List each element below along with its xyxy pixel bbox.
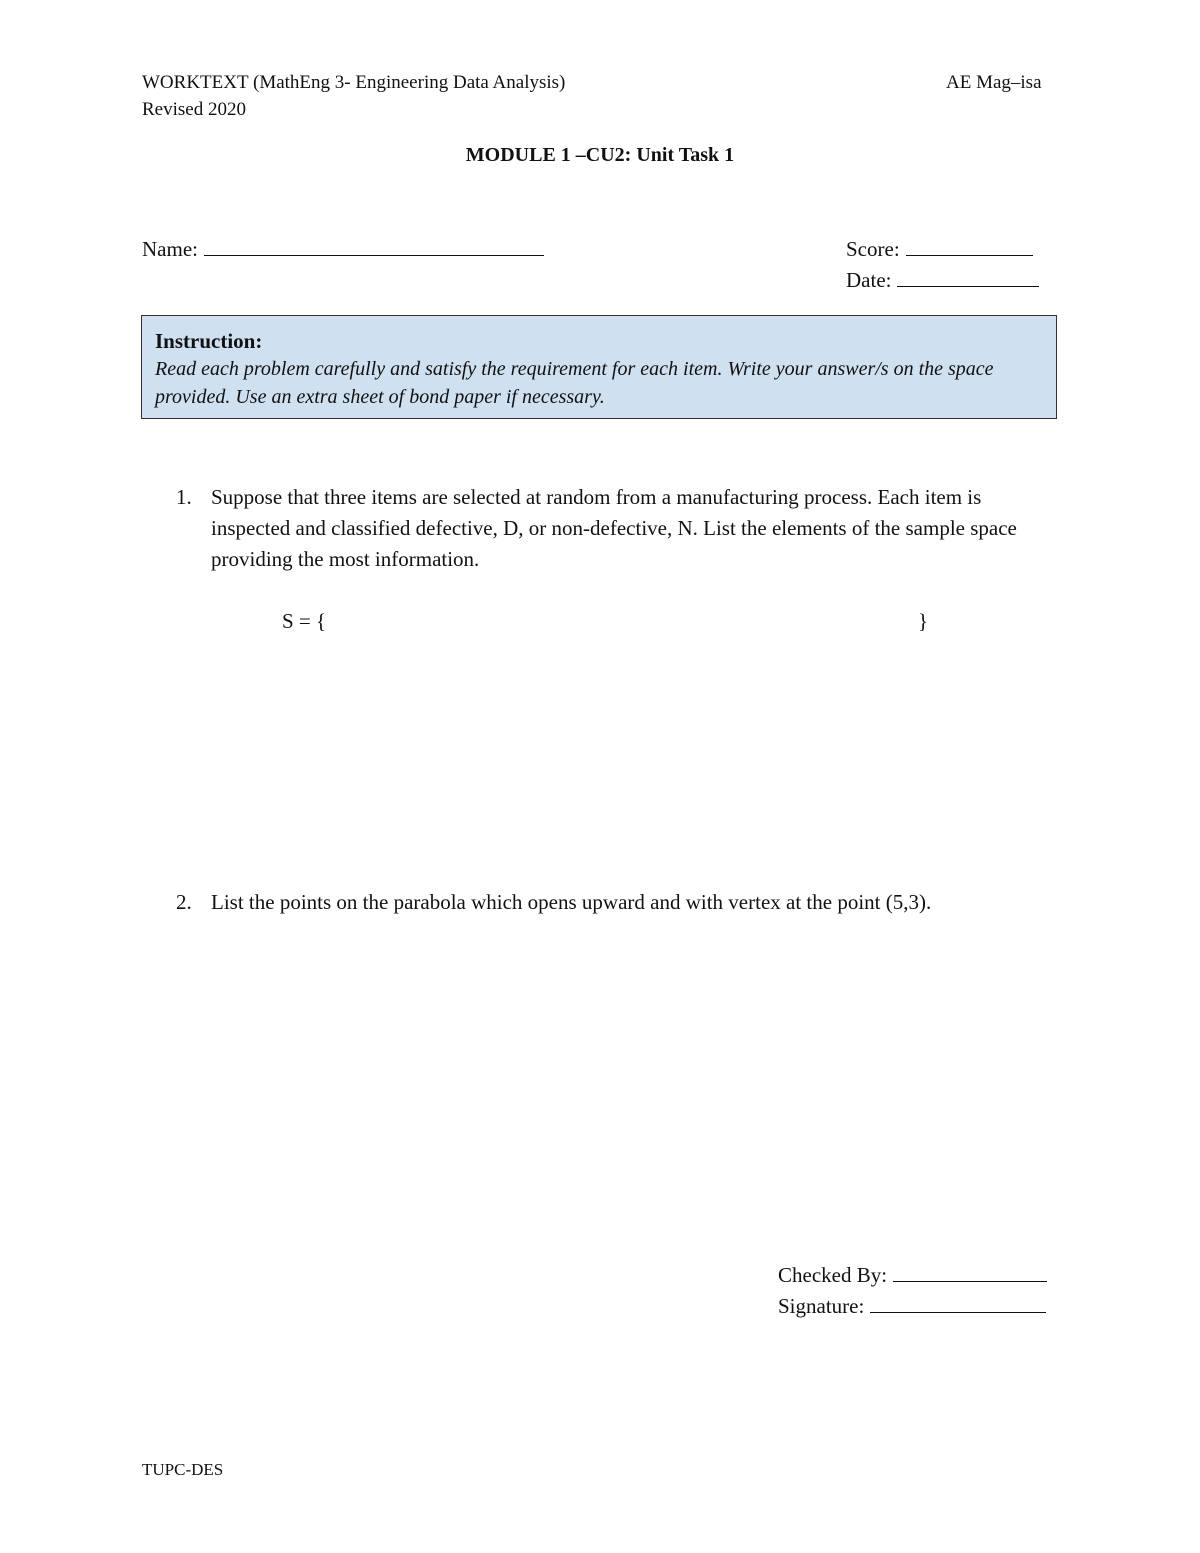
signature-label: Signature: — [778, 1294, 865, 1318]
question-2-number: 2. — [176, 890, 192, 914]
page-title: MODULE 1 –CU2: Unit Task 1 — [465, 144, 735, 166]
header-course-title: WORKTEXT (MathEng 3- Engineering Data Analysis) — [142, 72, 566, 93]
footer-text: TUPC-DES — [142, 1460, 224, 1479]
instruction-box — [141, 315, 1057, 419]
checked-by-field[interactable] — [778, 1263, 1047, 1288]
header-author: AE Mag–isa — [946, 72, 1042, 93]
name-field[interactable] — [142, 237, 544, 262]
sample-space-close: } — [918, 609, 929, 633]
question-1-text: Suppose that three items are selected at random from a manufacturing process. Each item is inspected and classified defective, D, or non-defective, N. List the elements of the sample space providing the most information. — [211, 485, 1017, 571]
name-blank-line[interactable] — [204, 237, 544, 256]
header-revised: Revised 2020 — [142, 99, 246, 120]
score-label: Score: — [846, 237, 900, 261]
name-label: Name: — [142, 237, 198, 261]
checked-by-label: Checked By: — [778, 1263, 888, 1287]
date-blank-line[interactable] — [897, 268, 1039, 287]
question-2-text: List the points on the parabola which opens upward and with vertex at the point (5,3). — [211, 890, 932, 914]
question-1-number: 1. — [176, 485, 192, 509]
sample-space-open: S = { — [282, 609, 327, 633]
signature-blank-line[interactable] — [870, 1294, 1046, 1313]
instruction-heading: Instruction: — [155, 329, 263, 353]
date-field[interactable] — [846, 268, 1039, 293]
instruction-text: Read each problem carefully and satisfy the requirement for each item. Write your answer/s on the space provided. Use an extra sheet of bond paper if necessary. — [155, 358, 994, 408]
score-field[interactable] — [846, 237, 1033, 262]
date-label: Date: — [846, 268, 892, 292]
signature-field[interactable] — [778, 1294, 1046, 1319]
score-blank-line[interactable] — [906, 237, 1033, 256]
checked-by-blank-line[interactable] — [893, 1263, 1047, 1282]
